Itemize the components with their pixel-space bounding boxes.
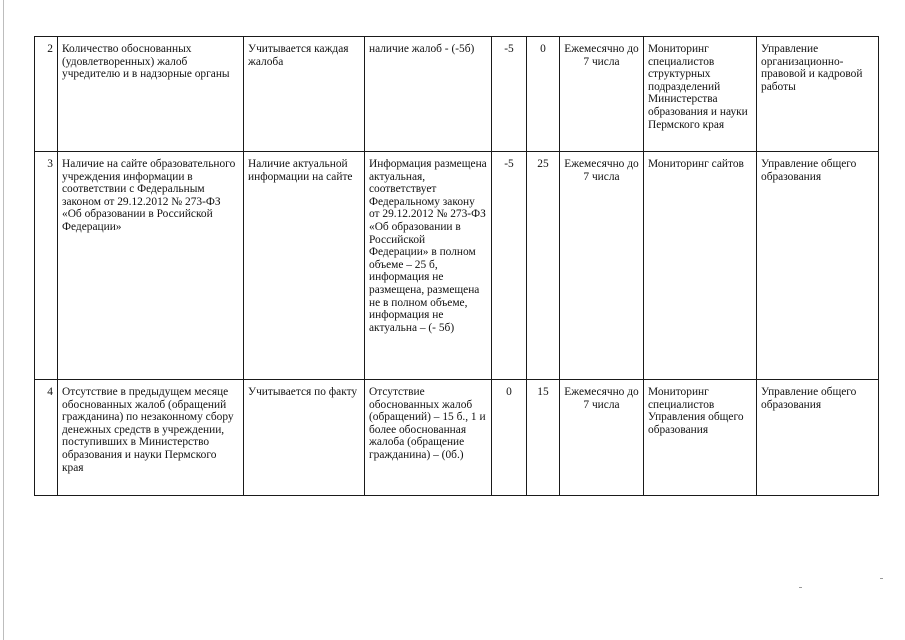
criteria-table [34, 36, 879, 496]
scan-speck [880, 578, 883, 579]
responsible-department: Управление общего образования [757, 152, 879, 380]
table-row [35, 37, 879, 152]
min-score: -5 [492, 37, 527, 152]
responsible-department: Управление организационно-правовой и кадровой работы [757, 37, 879, 152]
criteria-table-container [34, 36, 878, 496]
monitoring-source: Мониторинг специалистов структурных подразделений Министерства образования и науки Пермского края [644, 37, 757, 152]
indicator-name: Отсутствие в предыдущем месяце обоснованных жалоб (обращений гражданина) по незаконному сбору денежных средств в учреждении, поступивших в Министерство образования и науки Пермского края [58, 380, 244, 496]
reporting-frequency: Ежемесячно до 7 числа [560, 152, 644, 380]
row-number: 3 [35, 152, 58, 380]
scoring-method: наличие жалоб - (-5б) [365, 37, 492, 152]
monitoring-source: Мониторинг сайтов [644, 152, 757, 380]
calculation-rule: Учитывается по факту [244, 380, 365, 496]
calculation-rule: Учитывается каждая жалоба [244, 37, 365, 152]
scoring-method: Отсутствие обоснованных жалоб (обращений) – 15 б., 1 и более обоснованная жалоба (обращение гражданина) – (0б.) [365, 380, 492, 496]
monitoring-source: Мониторинг специалистов Управления общего образования [644, 380, 757, 496]
scan-edge-line [3, 0, 4, 640]
reporting-frequency: Ежемесячно до 7 числа [560, 380, 644, 496]
max-score: 15 [527, 380, 560, 496]
max-score: 0 [527, 37, 560, 152]
min-score: 0 [492, 380, 527, 496]
responsible-department: Управление общего образования [757, 380, 879, 496]
scan-speck [799, 587, 802, 588]
min-score: -5 [492, 152, 527, 380]
indicator-name: Наличие на сайте образовательного учреждения информации в соответствии с Федеральным законом от 29.12.2012 № 273-ФЗ «Об образовании в Российской Федерации» [58, 152, 244, 380]
scoring-method: Информация размещена актуальная, соответствует Федеральному закону от 29.12.2012 № 273-ФЗ «Об образовании в Российской Федерации» в полном объеме – 25 б, информация не размещена, размещена не в полном объеме, информация не актуальна – (- 5б) [365, 152, 492, 380]
indicator-name: Количество обоснованных (удовлетворенных) жалоб учредителю и в надзорные органы [58, 37, 244, 152]
table-row [35, 380, 879, 496]
table-row [35, 152, 879, 380]
reporting-frequency: Ежемесячно до 7 числа [560, 37, 644, 152]
row-number: 2 [35, 37, 58, 152]
max-score: 25 [527, 152, 560, 380]
row-number: 4 [35, 380, 58, 496]
calculation-rule: Наличие актуальной информации на сайте [244, 152, 365, 380]
